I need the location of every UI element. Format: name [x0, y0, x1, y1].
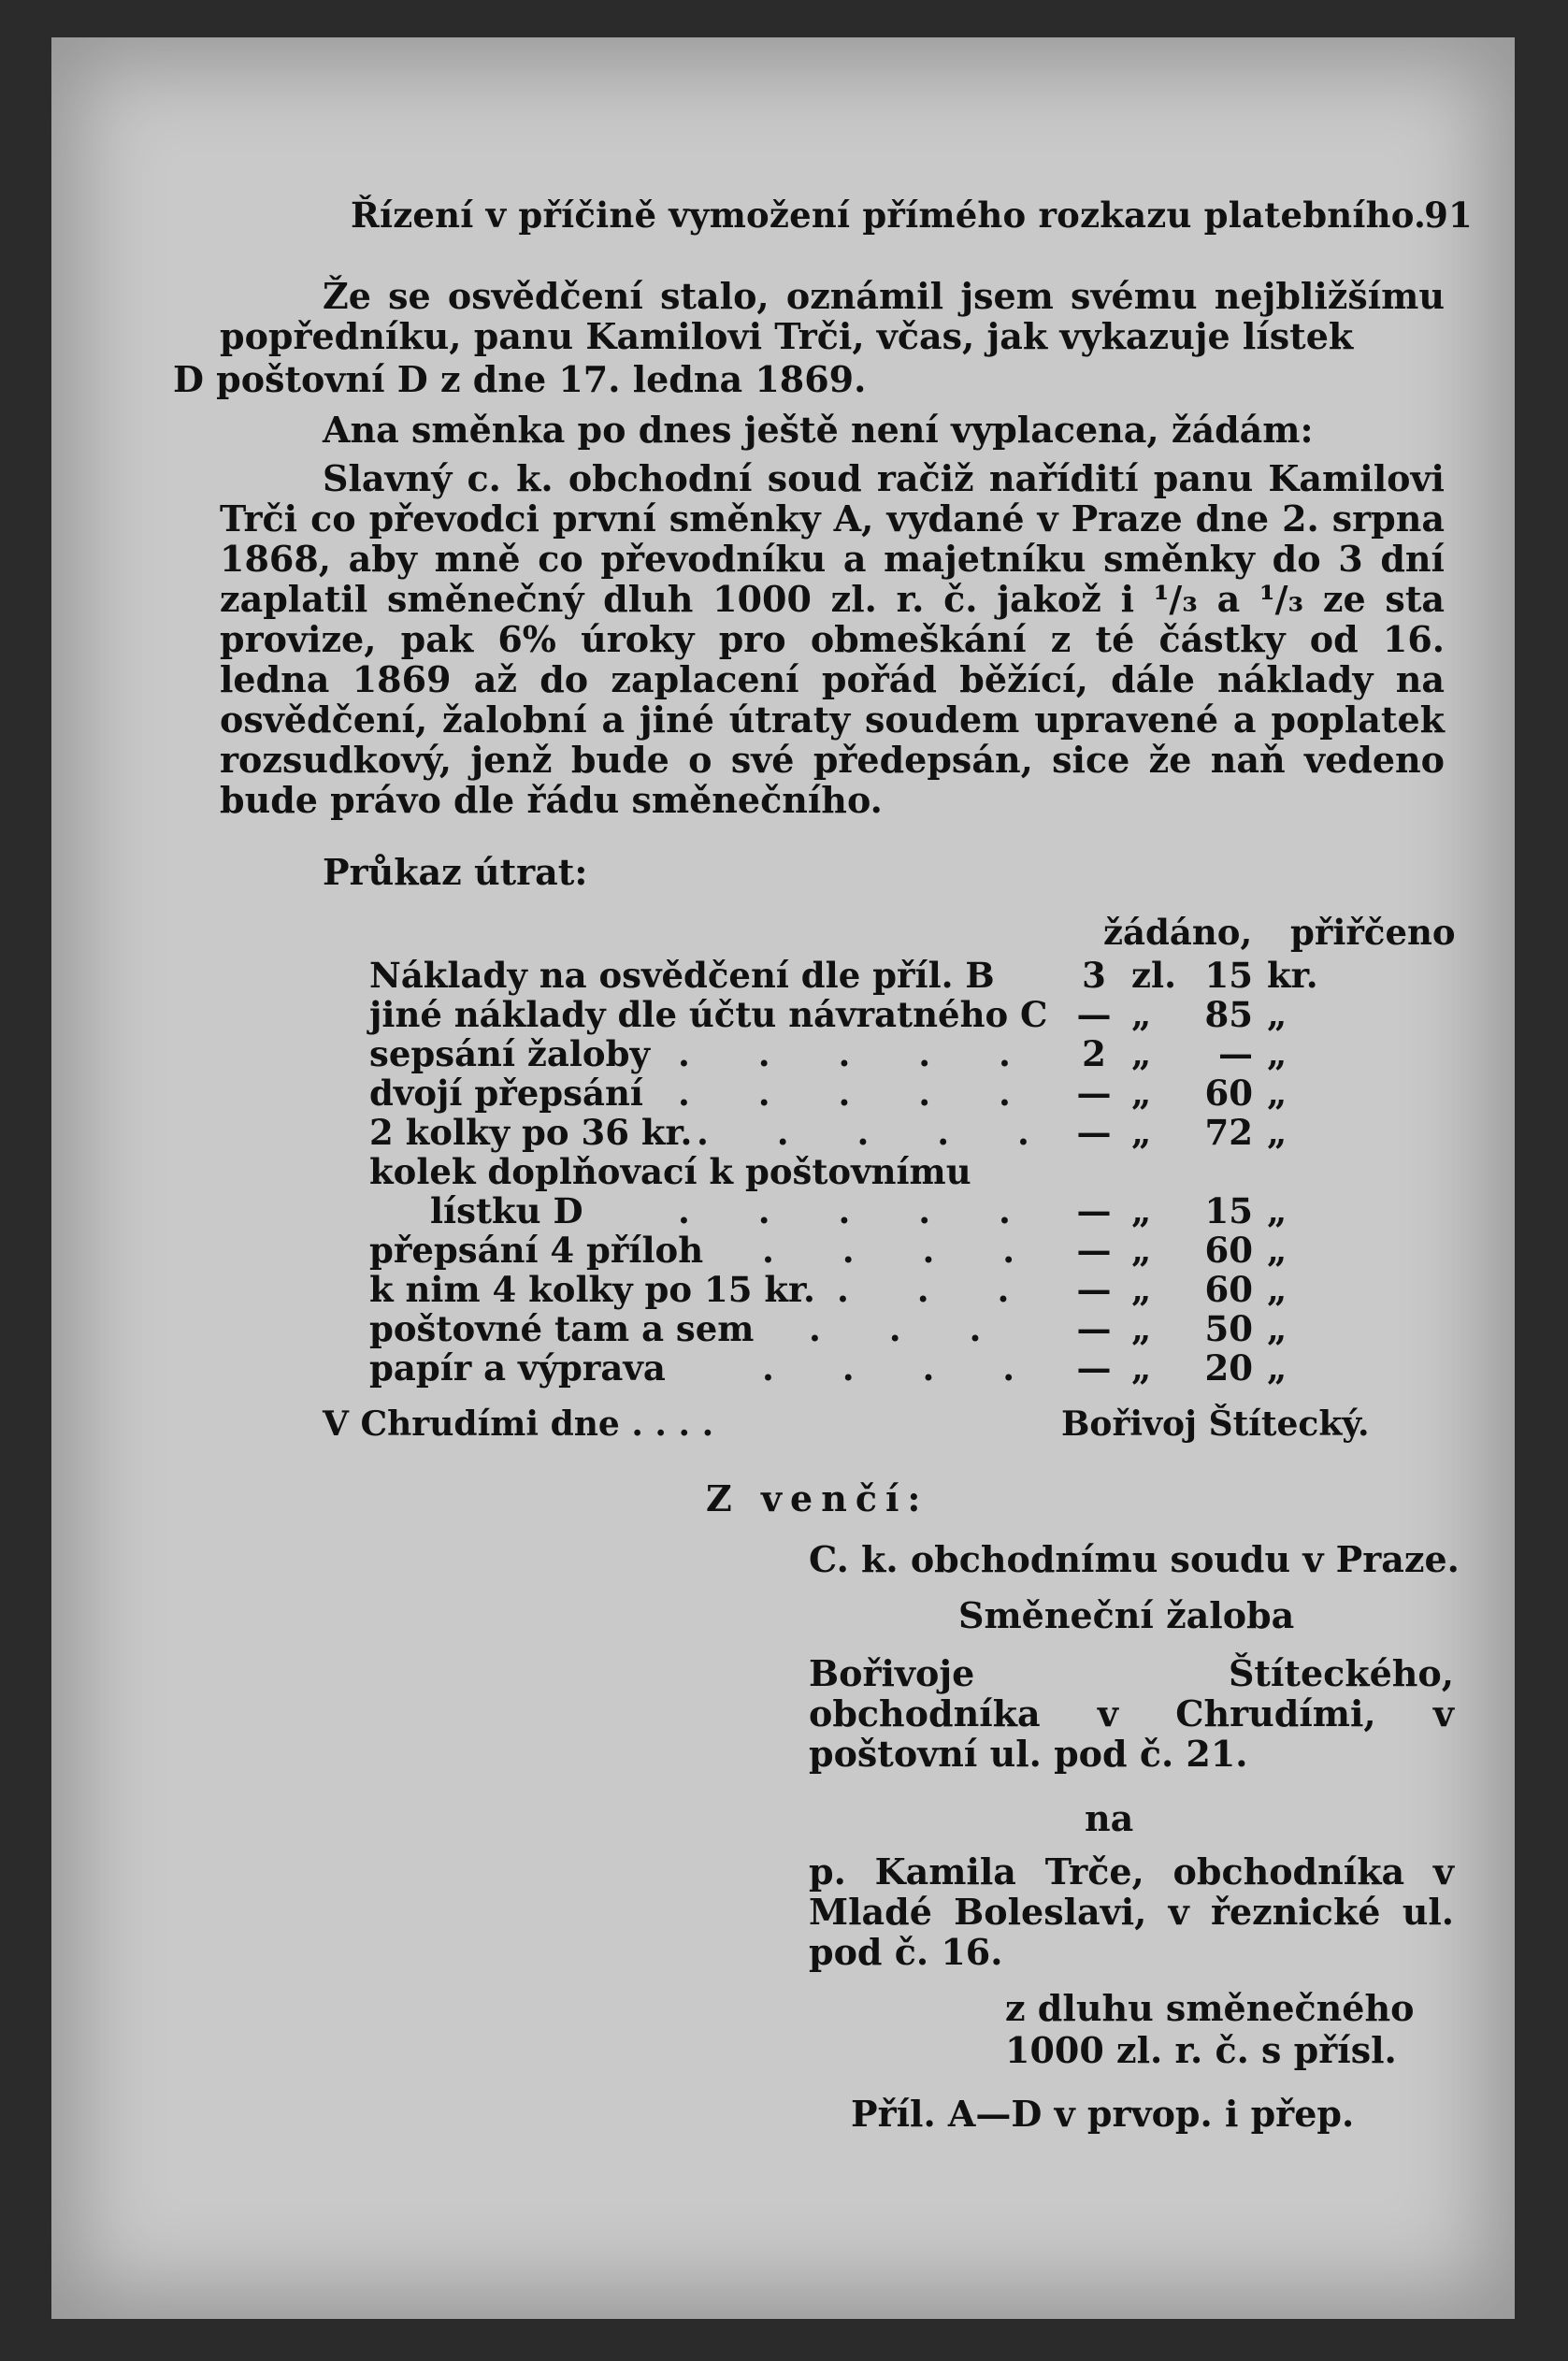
col-requested-header: žádáno, — [1103, 912, 1253, 953]
paragraph-request: Ana směnka po dnes ještě není vyplacena, žádám: — [323, 409, 1314, 451]
subject-line-1: z dluhu směnečného — [1005, 1987, 1415, 2029]
place-date: V Chrudími dne . . . . — [323, 1404, 714, 1444]
subject-line-2: 1000 zl. r. č. s přísl. — [1005, 2029, 1397, 2071]
signature: Bořivoj Štítecký. — [1061, 1404, 1370, 1444]
paragraph-notice-end: D poštovní D z dne 17. ledna 1869. — [173, 358, 867, 400]
attachments: Příl. A—D v prvop. i přep. — [851, 2093, 1355, 2135]
costs-title: Průkaz útrat: — [323, 851, 588, 893]
against: na — [1085, 1797, 1134, 1839]
addressee: C. k. obchodnímu soudu v Praze. — [809, 1538, 1460, 1580]
outside-label: Z venčí: — [706, 1477, 929, 1519]
page-number: 91 — [1424, 194, 1473, 236]
running-header — [351, 194, 1473, 236]
running-title: Řízení v příčině vymožení přímého rozkazu platebního. — [351, 194, 1427, 236]
document-page: Řízení v příčině vymožení přímého rozkazu platebního. 91 Že se osvědčení stalo, oznámil jsem svému nejbližšímu popředníku, panu Kamilovi Trči, včas, jak vykazuje lístek D poštovní D z dne 17. ledna 1869. Ana směnka po dnes ještě není vyplacena, žádám: Slavný c. k. obchodní soud račiž nařídití panu Kamilovi Trči co převodci první směnky A, vydané v Praze dne 2. srpna 1868, aby mně co převodníku a majetníku směnky do 3 dní zaplatil směnečný dluh 1000 zl. r. č. jakož i ¹/₃ a ¹/₃ ze sta provize, pak 6% úroky pro obmeškání z té částky od 16. ledna 1869 až do zaplacení pořád běžící, dále náklady na osvědčení, žalobní a jiné útraty soudem upravené a poplatek rozsudkový, jenž bude o své předepsán, sice že naň vedeno bude právo dle řádu směnečního. Průkaz útrat: žádáno, přiřčeno Náklady na osvědčení dle příl. B 3 zl. 15 kr. jiné náklady dle účtu návratného C — „ 85 „ sepsání žaloby . . . . . 2 „ — „ dvojí přepsání . . . . . — „ 60 „ 2 kolky po 36 kr. . . . . . — „ 72 „ kolek doplňovací k poštovnímu lístku D . . . . . — „ 15 „ přepsání 4 příloh . . . . — „ 60 „ k nim 4 kolky po 15 kr. . . . — „ 60 „ poštovné tam a sem . . . — „ 50 „ papír a výprava . . . . — „ 20 „ V Chrudími dne . . . . Bořivoj Štítecký. Z venčí: C. k. obchodnímu soudu v Praze. Směneční žaloba Bořivoje Štíteckého, obchodníka v Chrudími, v poštovní ul. pod č. 21. na p. Kamila Trče, obchodníka v Mladé Boleslavi, v řeznické ul. pod č. 16. z dluhu směnečného 1000 zl. r. č. s přísl. Příl. A—D v prvop. i přep. — [51, 37, 1515, 2319]
defendant: p. Kamila Trče, obchodníka v Mladé Boleslavi, v řeznické ul. pod č. 16. — [809, 1850, 1454, 1973]
doc-title: Směneční žaloba — [958, 1594, 1295, 1636]
paragraph-notice: Že se osvědčení stalo, oznámil jsem svému nejbližšímu popředníku, panu Kamilovi Trči, včas, jak vykazuje lístek — [220, 275, 1445, 357]
col-granted-header: přiřčeno — [1290, 912, 1456, 953]
plaintiff: Bořivoje Štíteckého, obchodníka v Chrudími, v poštovní ul. pod č. 21. — [809, 1652, 1454, 1775]
paragraph-petition: Slavný c. k. obchodní soud račiž nařídití panu Kamilovi Trči co převodci první směnky A, vydané v Praze dne 2. srpna 1868, aby mně co převodníku a majetníku směnky do 3 dní zaplatil směnečný dluh 1000 zl. r. č. jakož i ¹/₃ a ¹/₃ ze sta provize, pak 6% úroky pro obmeškání z té částky od 16. ledna 1869 až do zaplacení pořád běžící, dále náklady na osvědčení, žalobní a jiné útraty soudem upravené a poplatek rozsudkový, jenž bude o své předepsán, sice že naň vedeno bude právo dle řádu směnečního. — [220, 457, 1445, 821]
